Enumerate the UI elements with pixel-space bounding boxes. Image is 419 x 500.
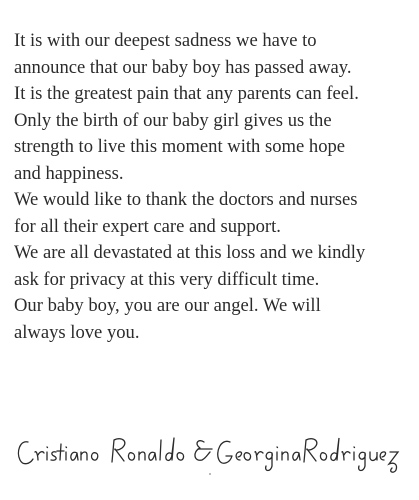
statement-line: It is with our deepest sadness we have to [14, 30, 317, 51]
statement-line: Only the birth of our baby girl gives us the [14, 109, 332, 131]
statement-line: and happiness. [14, 162, 124, 184]
statement-line: It is the greatest pain that any parents can feel. [14, 83, 359, 104]
statement-line: strength to live this moment with some hope [14, 136, 346, 157]
statement-line: We would like to thank the doctors and nurses [14, 189, 358, 210]
statement-line: announce that our baby boy has passed away. [14, 56, 352, 78]
statement-line: ask for privacy at this very difficult time. [14, 268, 320, 290]
statement-line: Our baby boy, you are our angel. We will [14, 295, 321, 316]
statement-line: always love you. [14, 321, 140, 343]
statement-text [14, 28, 414, 346]
signature-rodriguez-drawing [224, 428, 414, 476]
statement-line: for all their expert care and support. [14, 215, 281, 237]
statement-line: We are all devastated at this loss and we kindly [14, 242, 366, 263]
signature-second-name [224, 428, 414, 476]
